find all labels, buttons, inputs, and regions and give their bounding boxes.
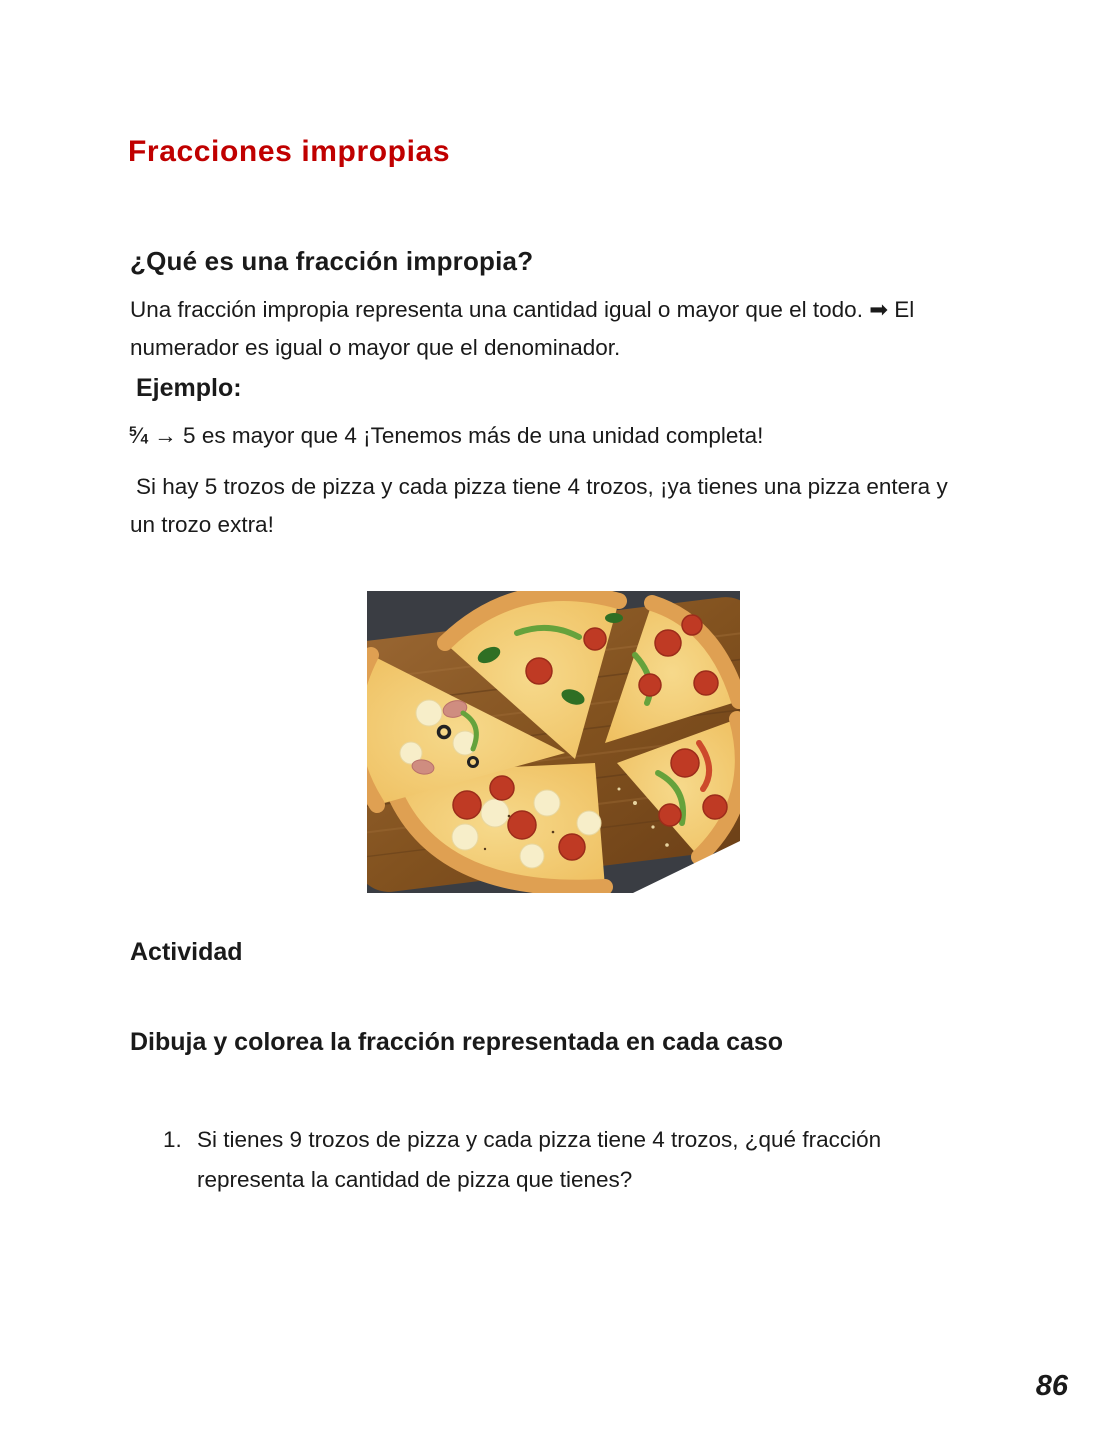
definition-line-1: Una fracción impropia representa una cantidad igual o mayor que el todo. ➡ El (130, 297, 915, 322)
pizza-photo (367, 591, 740, 893)
example-fraction-line (129, 423, 763, 449)
paragraph-definition (130, 291, 914, 367)
activity-instruction: Dibuja y colorea la fracción representada en cada caso (130, 1028, 784, 1056)
page-number: 86 (1035, 1370, 1068, 1402)
activity-item-1-line-2: representa la cantidad de pizza que tienes? (197, 1167, 633, 1192)
fraction-denominator: 4 (140, 430, 149, 447)
section-heading-activity: Actividad (130, 938, 243, 966)
fraction-statement: → 5 es mayor que 4 ¡Tenemos más de una unidad completa! (154, 423, 764, 448)
pizza-photo-illustration (367, 591, 740, 893)
paragraph-example-pizza (130, 468, 948, 544)
fraction-numerator: 5 (129, 423, 137, 440)
example-pizza-line-2: un trozo extra! (130, 512, 274, 537)
activity-item-1-line-1: Si tienes 9 trozos de pizza y cada pizza tiene 4 trozos, ¿qué fracción (197, 1127, 882, 1152)
page-title: Fracciones impropias (128, 135, 451, 168)
list-number-spacer (163, 1160, 197, 1200)
definition-line-2: numerador es igual o mayor que el denominador. (130, 335, 621, 360)
activity-item-1 (163, 1120, 881, 1200)
fraction-slash: ⁄ (136, 423, 141, 448)
section-heading-what-is: ¿Qué es una fracción impropia? (130, 246, 534, 276)
example-pizza-line-1: Si hay 5 trozos de pizza y cada pizza tiene 4 trozos, ¡ya tienes una pizza entera y (136, 474, 948, 499)
list-number: 1. (163, 1127, 182, 1152)
section-heading-example: Ejemplo: (136, 374, 242, 402)
